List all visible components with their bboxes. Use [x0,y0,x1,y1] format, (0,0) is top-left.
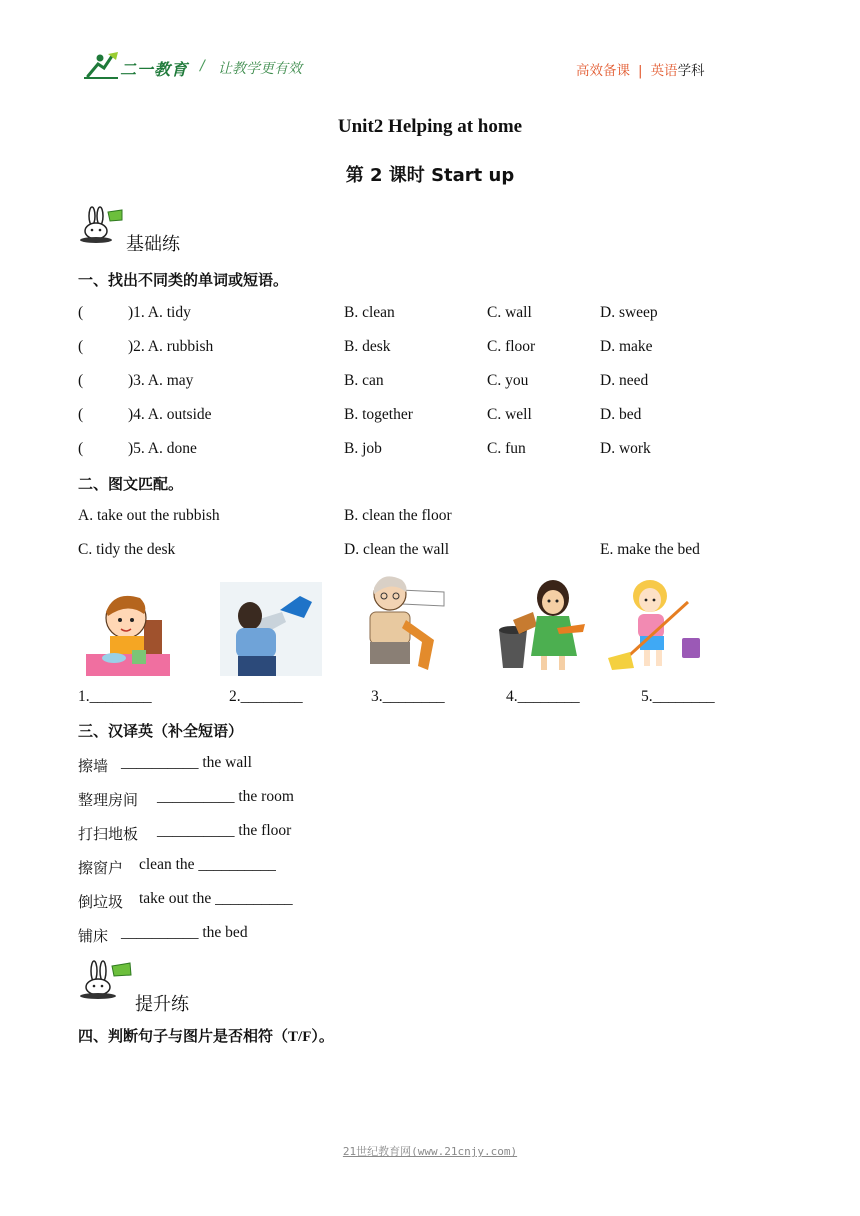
brand-slash: / [200,58,205,74]
option-b: B. job [344,440,382,457]
phrase-chinese: 擦窗户 [78,859,124,877]
picture-boy-tidy-desk [84,584,170,676]
phrase-chinese: 倒垃圾 [78,893,124,911]
answer-paren: ( [78,338,84,355]
option-b: B. together [344,406,413,423]
brand-logo [82,50,122,82]
option-b: B. desk [344,338,391,355]
phrase-chinese: 擦墙 [78,757,109,775]
question4-heading [78,1025,334,1046]
section-basic-title: 基础练 [126,234,180,255]
option-b: B. clean [344,304,395,321]
phrase-english[interactable]: __________ the wall [121,754,252,771]
option-a: )2. A. rubbish [128,338,214,355]
picture-girl-take-out-rubbish [497,576,589,674]
header-separator: | [638,63,643,79]
option-d: D. make [600,338,653,355]
page-title: Unit2 Helping at home [337,116,523,137]
option-c: C. well [487,406,532,423]
match-option-d: D. clean the wall [344,541,450,558]
brand-name: 二一教育 [120,60,189,79]
option-d: D. need [600,372,649,389]
match-blank-5[interactable]: 5.________ [641,688,715,705]
header-right [576,59,705,79]
footer [0,1143,860,1159]
picture-woman-clean-wall [220,582,322,676]
question4-heading-end: ）。 [311,1027,334,1045]
page-subtitle: 第 2 课时 Start up [345,165,515,186]
question1-heading: 一、找出不同类的单词或短语。 [78,271,289,289]
header-tag: 高效备课 [576,63,630,79]
header-subject-a: 英语 [650,63,678,79]
rabbit-icon [78,206,124,244]
answer-paren: ( [78,372,84,389]
phrase-english[interactable]: __________ the floor [157,822,292,839]
option-c: C. wall [487,304,532,321]
phrase-chinese: 整理房间 [78,791,139,809]
picture-girl-mop-floor [604,576,708,674]
option-c: C. you [487,372,529,389]
option-a: )1. A. tidy [128,304,191,321]
phrase-chinese: 打扫地板 [78,825,139,843]
option-d: D. bed [600,406,642,423]
option-c: C. floor [487,338,536,355]
match-blank-3[interactable]: 3.________ [371,688,445,705]
footer-link[interactable]: 21世纪教育网(www.21cnjy.com) [342,1145,518,1158]
match-option-e: E. make the bed [600,541,700,558]
option-a: )5. A. done [128,440,197,457]
phrase-chinese: 铺床 [78,927,109,945]
phrase-english[interactable]: __________ the room [157,788,294,805]
question4-heading-tf: T/F [288,1029,312,1045]
section-advanced-title: 提升练 [135,994,189,1015]
option-d: D. work [600,440,651,457]
phrase-english[interactable]: take out the __________ [139,890,293,907]
match-blank-1[interactable]: 1.________ [78,688,152,705]
option-b: B. can [344,372,384,389]
answer-paren: ( [78,440,84,457]
picture-grandma-clean-floor [352,570,446,674]
phrase-english[interactable]: __________ the bed [121,924,248,941]
option-d: D. sweep [600,304,658,321]
question3-heading: 三、汉译英（补全短语） [78,722,244,740]
question2-heading: 二、图文匹配。 [78,475,184,493]
answer-paren: ( [78,406,84,423]
question4-heading-cn: 四、判断句子与图片是否相符（ [78,1027,289,1045]
option-a: )4. A. outside [128,406,212,423]
header-subject-b: 学科 [677,63,705,79]
match-blank-2[interactable]: 2.________ [229,688,303,705]
match-option-b: B. clean the floor [344,507,452,524]
rabbit-icon [78,960,134,1000]
brand-slogan: 让教学更有效 [218,61,302,77]
answer-paren: ( [78,304,84,321]
match-blank-4[interactable]: 4.________ [506,688,580,705]
match-option-c: C. tidy the desk [78,541,176,558]
match-option-a: A. take out the rubbish [78,507,220,524]
option-a: )3. A. may [128,372,194,389]
phrase-english[interactable]: clean the __________ [139,856,276,873]
option-c: C. fun [487,440,526,457]
